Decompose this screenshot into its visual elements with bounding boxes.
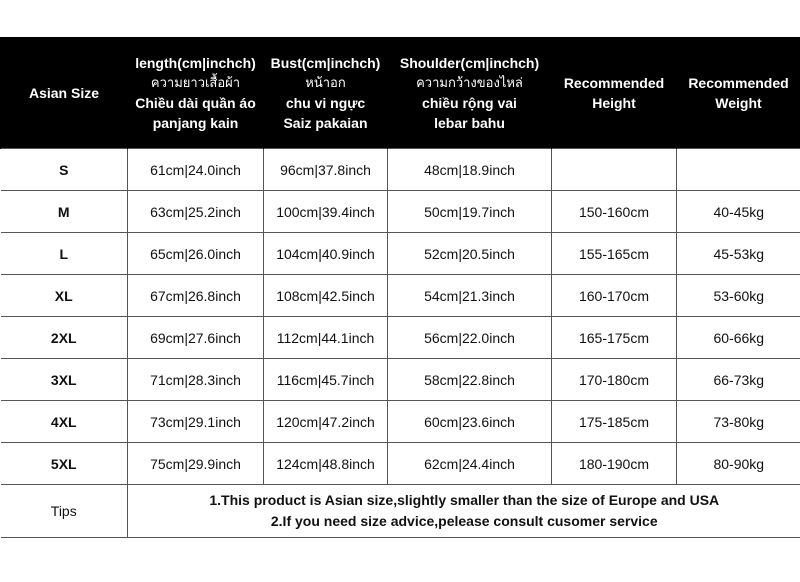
bust-cell: 120cm|47.2inch [264, 401, 388, 443]
height-cell: 175-185cm [552, 401, 677, 443]
size-cell: 3XL [1, 359, 128, 401]
weight-cell: 40-45kg [677, 191, 800, 233]
shoulder-cell: 60cm|23.6inch [388, 401, 552, 443]
size-cell: XL [1, 275, 128, 317]
shoulder-cell: 62cm|24.4inch [388, 443, 552, 485]
shoulder-cell: 56cm|22.0inch [388, 317, 552, 359]
height-cell: 155-165cm [552, 233, 677, 275]
table-row [1, 359, 800, 401]
size-table [0, 37, 800, 538]
length-cell: 61cm|24.0inch [128, 149, 264, 191]
bust-cell: 100cm|39.4inch [264, 191, 388, 233]
tips-label: Tips [1, 485, 128, 538]
shoulder-cell: 48cm|18.9inch [388, 149, 552, 191]
tip-line-1: 1.This product is Asian size,slightly smaller than the size of Europe and USA [209, 492, 720, 508]
weight-cell [677, 149, 800, 191]
bust-cell: 96cm|37.8inch [264, 149, 388, 191]
shoulder-cell: 54cm|21.3inch [388, 275, 552, 317]
weight-cell: 53-60kg [677, 275, 800, 317]
tip-line-2: 2.If you need size advice,pelease consult cusomer service [270, 513, 658, 529]
size-cell: S [1, 149, 128, 191]
weight-cell: 73-80kg [677, 401, 800, 443]
bust-cell: 116cm|45.7inch [264, 359, 388, 401]
height-cell: 160-170cm [552, 275, 677, 317]
height-cell: 165-175cm [552, 317, 677, 359]
table-row [1, 233, 800, 275]
shoulder-cell: 52cm|20.5inch [388, 233, 552, 275]
size-cell: 2XL [1, 317, 128, 359]
tips-row [1, 485, 800, 538]
table-row [1, 191, 800, 233]
height-cell: 180-190cm [552, 443, 677, 485]
height-cell: 150-160cm [552, 191, 677, 233]
size-cell: 5XL [1, 443, 128, 485]
size-chart [0, 37, 800, 538]
bust-cell: 108cm|42.5inch [264, 275, 388, 317]
table-row [1, 275, 800, 317]
header-size: Asian Size [1, 37, 128, 149]
tips-text [128, 485, 800, 538]
length-cell: 75cm|29.9inch [128, 443, 264, 485]
height-cell [552, 149, 677, 191]
length-cell: 63cm|25.2inch [128, 191, 264, 233]
length-cell: 71cm|28.3inch [128, 359, 264, 401]
height-cell: 170-180cm [552, 359, 677, 401]
bust-cell: 124cm|48.8inch [264, 443, 388, 485]
table-row [1, 149, 800, 191]
shoulder-cell: 50cm|19.7inch [388, 191, 552, 233]
size-cell: 4XL [1, 401, 128, 443]
length-cell: 73cm|29.1inch [128, 401, 264, 443]
header-row [1, 37, 800, 149]
header-weight: Recommended Weight [677, 37, 800, 149]
weight-cell: 80-90kg [677, 443, 800, 485]
size-cell: L [1, 233, 128, 275]
length-cell: 65cm|26.0inch [128, 233, 264, 275]
shoulder-cell: 58cm|22.8inch [388, 359, 552, 401]
table-row [1, 443, 800, 485]
length-cell: 69cm|27.6inch [128, 317, 264, 359]
weight-cell: 66-73kg [677, 359, 800, 401]
header-bust: Bust(cm|inchch) หน้าอก chu vi ngực Saiz pakaian [264, 37, 388, 149]
bust-cell: 104cm|40.9inch [264, 233, 388, 275]
table-row [1, 401, 800, 443]
length-cell: 67cm|26.8inch [128, 275, 264, 317]
table-row [1, 317, 800, 359]
size-cell: M [1, 191, 128, 233]
weight-cell: 45-53kg [677, 233, 800, 275]
header-length: length(cm|inchch) ความยาวเสื้อผ้า Chiều dài quần áo panjang kain [128, 37, 264, 149]
bust-cell: 112cm|44.1inch [264, 317, 388, 359]
weight-cell: 60-66kg [677, 317, 800, 359]
header-shoulder: Shoulder(cm|inchch) ความกว้างของไหล่ chiều rộng vai lebar bahu [388, 37, 552, 149]
header-height: Recommended Height [552, 37, 677, 149]
